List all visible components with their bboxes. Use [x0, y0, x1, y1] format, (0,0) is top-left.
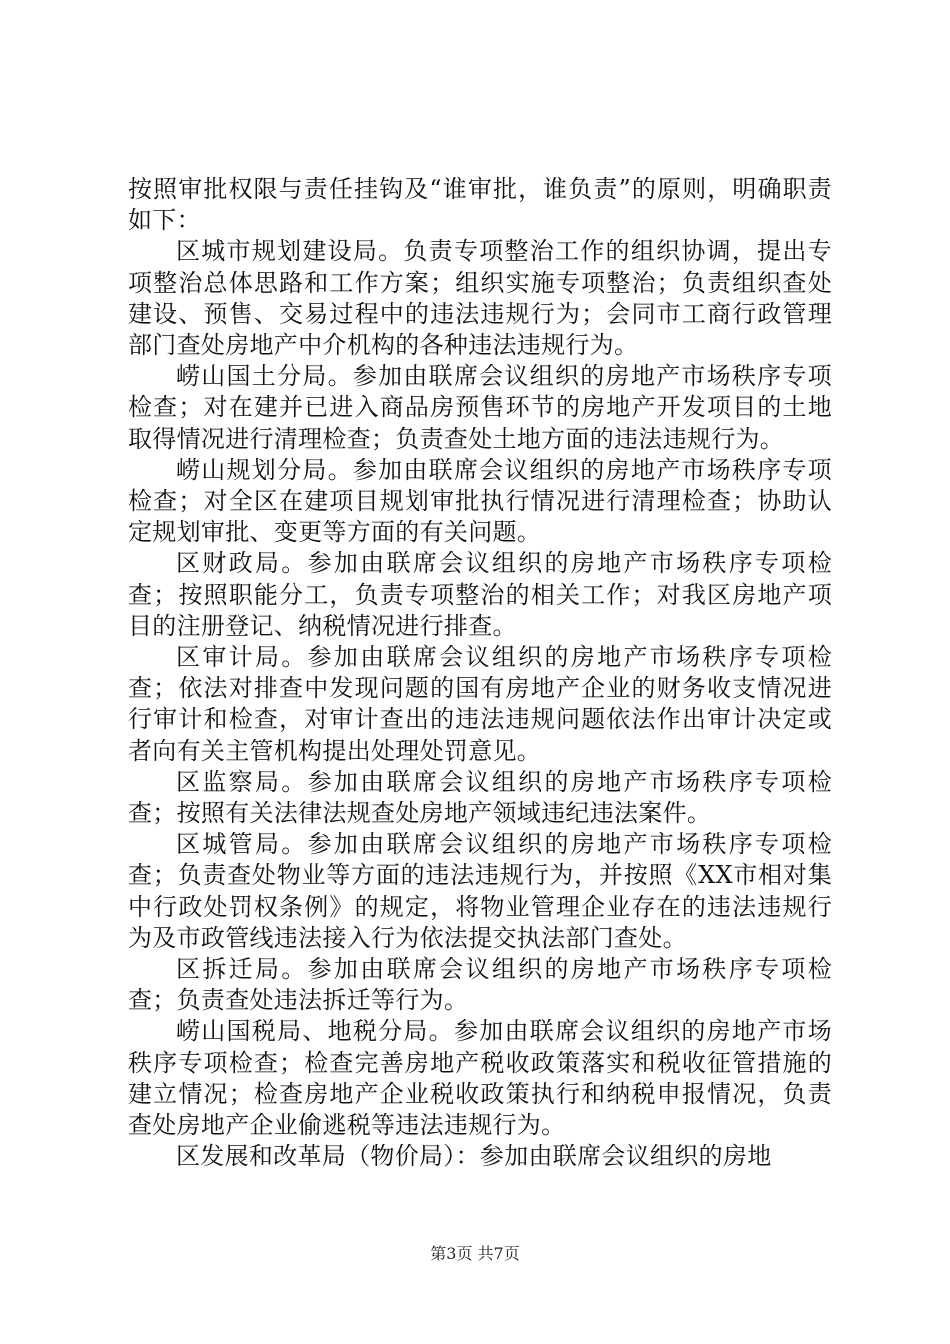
paragraph-development-reform-bureau: 区发展和改革局（物价局）：参加由联席会议组织的房地 — [176, 1142, 772, 1171]
paragraph-city-management-bureau: 区城管局。参加由联席会议组织的房地产市场秩序专项检查；负责查处物业等方面的违法违规行为，并按照《XX市相对集中行政处罚权条例》的规定，将物业管理企业存在的违法违规行为及市政管线违法接入行为依法提交执法部门查处。 — [128, 830, 832, 952]
paragraph-land-branch: 崂山国土分局。参加由联席会议组织的房地产市场秩序专项检查；对在建并已进入商品房预售环节的房地产开发项目的土地取得情况进行清理检查；负责查处土地方面的违法违规行为。 — [128, 362, 832, 453]
paragraph-urban-planning-bureau: 区城市规划建设局。负责专项整治工作的组织协调，提出专项整治总体思路和工作方案；组织实施专项整治；负责组织查处建设、预售、交易过程中的违法违规行为；会同市工商行政管理部门查处房地产中介机构的各种违法违规行为。 — [128, 237, 832, 360]
paragraph-audit-bureau: 区审计局。参加由联席会议组织的房地产市场秩序专项检查；依法对排查中发现问题的国有房地产企业的财务收支情况进行审计和检查，对审计查出的违法违规问题依法作出审计决定或者向有关主管机构提出处理处罚意见。 — [128, 643, 832, 765]
paragraph-demolition-bureau: 区拆迁局。参加由联席会议组织的房地产市场秩序专项检查；负责查处违法拆迁等行为。 — [128, 955, 832, 1015]
paragraph-planning-branch: 崂山规划分局。参加由联席会议组织的房地产市场秩序专项检查；对全区在建项目规划审批执行情况进行清理检查；协助认定规划审批、变更等方面的有关问题。 — [128, 455, 832, 547]
paragraph-tax-bureaus: 崂山国税局、地税分局。参加由联席会议组织的房地产市场秩序专项检查；检查完善房地产税收政策落实和税收征管措施的建立情况；检查房地产企业税收政策执行和纳税申报情况，负责查处房地产企业偷逃税等违法违规行为。 — [128, 1017, 832, 1140]
paragraph-supervision-bureau: 区监察局。参加由联席会议组织的房地产市场秩序专项检查；按照有关法律法规查处房地产领域违纪违法案件。 — [128, 767, 832, 828]
page-number-footer: 第3页 共7页 — [430, 1244, 520, 1263]
paragraph-intro: 按照审批权限与责任挂钩及“谁审批，谁负责”的原则，明确职责如下： — [128, 175, 832, 235]
document-body — [128, 174, 832, 1173]
paragraph-finance-bureau: 区财政局。参加由联席会议组织的房地产市场秩序专项检查；按照职能分工，负责专项整治的相关工作；对我区房地产项目的注册登记、纳税情况进行排查。 — [128, 549, 832, 640]
